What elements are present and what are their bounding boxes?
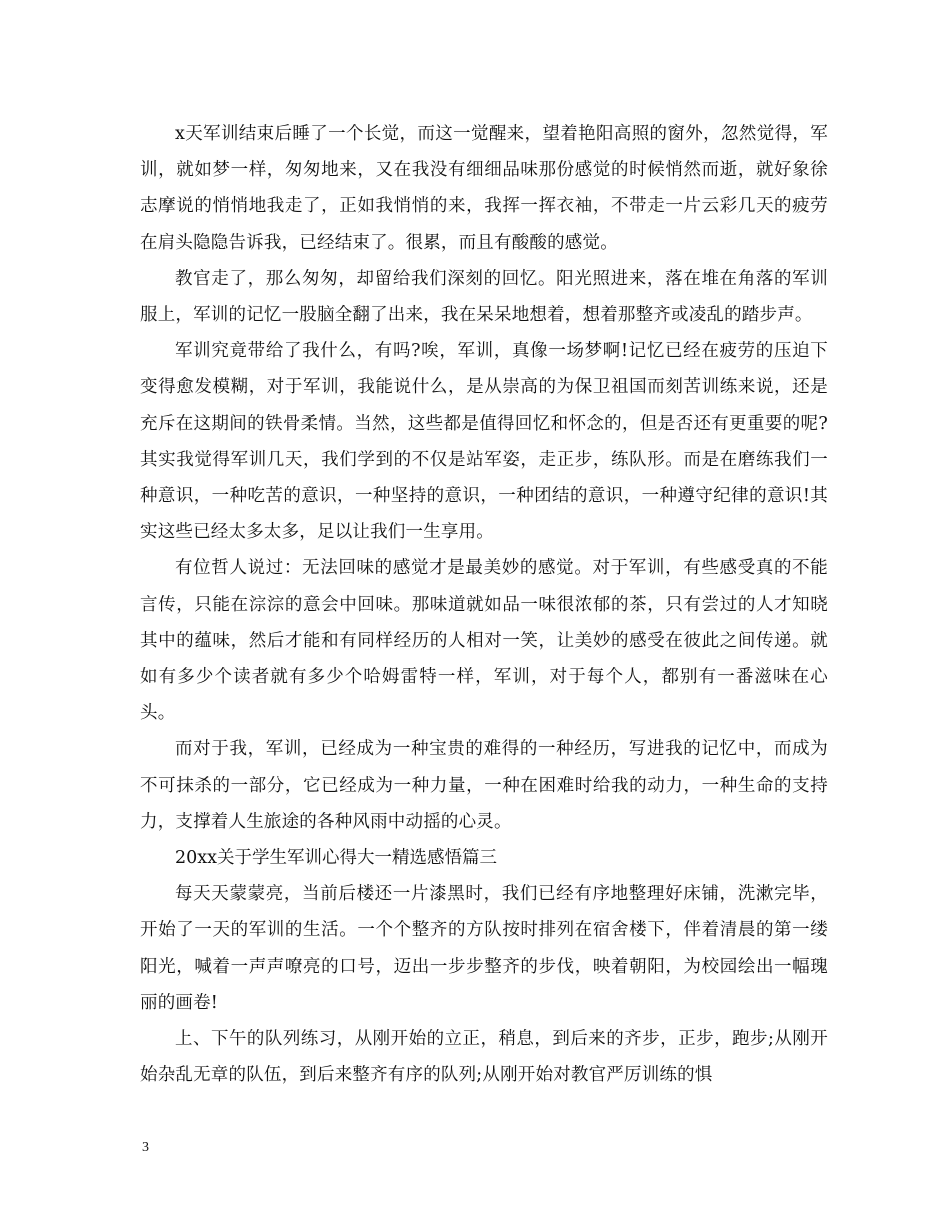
paragraph-5: 而对于我，军训，已经成为一种宝贵的难得的一种经历，写进我的记忆中，而成为不可抹杀的一部分，它已经成为一种力量，一种在困难时给我的动力，一种生命的支持力，支撑着人生旅途的各种风雨中动摇的心灵。 — [140, 739, 828, 832]
paragraph-3: 军训究竟带给了我什么，有吗?唉，军训，真像一场梦啊!记忆已经在疲劳的压迫下变得愈发模糊，对于军训，我能说什么，是从崇高的为保卫祖国而刻苦训练来说，还是充斥在这期间的铁骨柔情。当然，这些都是值得回忆和怀念的，但是否还有更重要的呢?其实我觉得军训几天，我们学到的不仅是站军姿，走正步，练队形。而是在磨练我们一种意识，一种吃苦的意识，一种坚持的意识，一种团结的意识，一种遵守纪律的意识!其实这些已经太多太多，足以让我们一生享用。 — [140, 341, 828, 543]
paragraph-1: x天军训结束后睡了一个长觉，而这一觉醒来，望着艳阳高照的窗外，忽然觉得，军训，就如梦一样，匆匆地来，又在我没有细细品味那份感觉的时候悄然而逝，就好象徐志摩说的悄悄地我走了，正如我悄悄的来，我挥一挥衣袖，不带走一片云彩几天的疲劳在肩头隐隐告诉我，已经结束了。很累，而且有酸酸的感觉。 — [140, 124, 828, 253]
paragraph-4: 有位哲人说过：无法回味的感觉才是最美妙的感觉。对于军训，有些感受真的不能言传，只能在淙淙的意会中回味。那味道就如品一味很浓郁的茶，只有尝过的人才知晓其中的蕴味，然后才能和有同样经历的人相对一笑，让美妙的感受在彼此之间传递。就如有多少个读者就有多少个哈姆雷特一样，军训，对于每个人，都别有一番滋味在心头。 — [140, 558, 828, 724]
section-heading: 20xx关于学生军训心得大一精选感悟篇三 — [175, 848, 498, 869]
paragraph-7: 上、下午的队列练习，从刚开始的立正，稍息，到后来的齐步，正步，跑步;从刚开始杂乱无章的队伍，到后来整齐有序的队列;从刚开始对教官严厉训练的惧 — [140, 1029, 828, 1086]
page-number: 3 — [142, 1140, 149, 1155]
paragraph-6: 每天天蒙蒙亮，当前后楼还一片漆黑时，我们已经有序地整理好床铺，洗漱完毕，开始了一天的军训的生活。一个个整齐的方队按时排列在宿舍楼下，伴着清晨的第一缕阳光，喊着一声声嘹亮的口号，迈出一步步整齐的步伐，映着朝阳，为校园绘出一幅瑰丽的画卷! — [140, 884, 828, 1013]
page-content — [140, 116, 828, 1093]
paragraph-2: 教官走了，那么匆匆，却留给我们深刻的回忆。阳光照进来，落在堆在角落的军训服上，军训的记忆一股脑全翻了出来，我在呆呆地想着，想着那整齐或凌乱的踏步声。 — [140, 268, 828, 326]
